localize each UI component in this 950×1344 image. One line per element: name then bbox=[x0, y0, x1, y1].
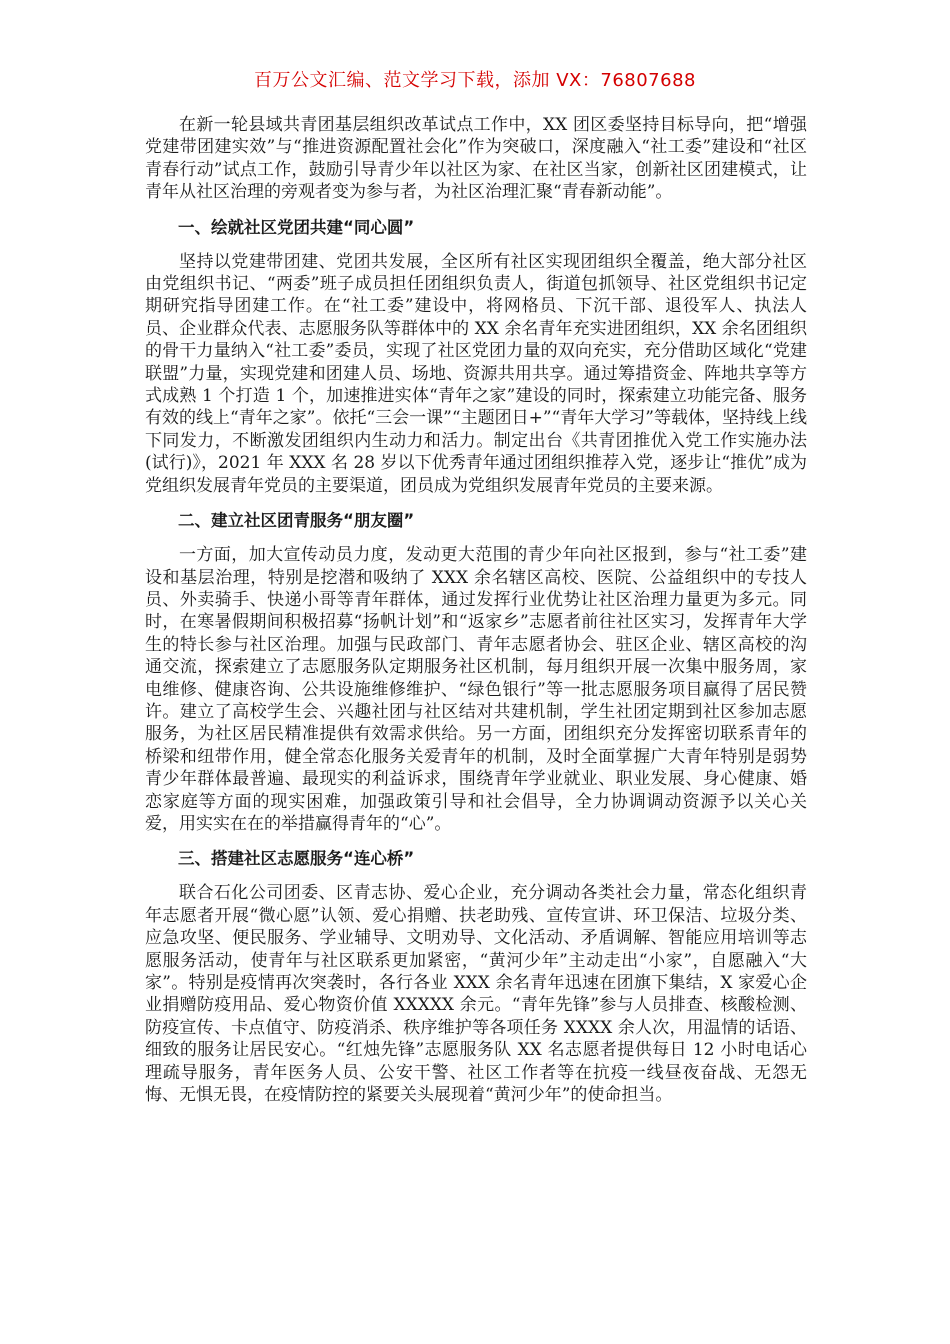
section-3-body: 联合石化公司团委、区青志协、爱心企业，充分调动各类社会力量，常态化组织青年志愿者开展“微心愿”认领、爱心捐赠、扶老助残、宣传宣讲、环卫保洁、垃圾分类、应急攻坚、便民服务、学业辅导、文明劝导、文化活动、矛盾调解、智能应用培训等志愿服务活动，使青年与社区联系更加紧密，“黄河少年”主动走出“小家”，自愿融入“大家”。特别是疫情再次突袭时，各行各业 XXX 余名青年迅速在团旗下集结，X 家爱心企业捐赠防疫用品、爱心物资价值 XXXXX 余元。“青年先锋”参与人员排查、核酸检测、防疫宣传、卡点值守、防疫消杀、秩序维护等各项任务 XXXX 余人次，用温情的话语、细致的服务让居民安心。“红烛先锋”志愿服务队 XX 名志愿者提供每日 12 小时电话心理疏导服务，青年医务人员、公安干警、社区工作者等在抗疫一线昼夜奋战、无怨无悔、无惧无畏，在疫情防控的紧要关头展现着“黄河少年”的使命担当。 bbox=[145, 883, 807, 1106]
section-2-heading: 二、建立社区团青服务“朋友圈” bbox=[178, 511, 415, 531]
section-1-heading: 一、绘就社区党团共建“同心圆” bbox=[178, 217, 415, 237]
watermark-banner: 百万公文汇编、范文学习下载，添加 VX：76807688 bbox=[254, 70, 696, 91]
intro-paragraph: 在新一轮县域共青团基层组织改革试点工作中，XX 团区委坚持目标导向，把“增强党建带团建实效”与“推进资源配置社会化”作为突破口，深度融入“社工委”建设和“社区青春行动”试点工作，鼓励引导青少年以社区为家、在社区当家，创新社区团建模式，让青年从社区治理的旁观者变为参与者，为社区治理汇聚“青春新动能”。 bbox=[145, 115, 807, 203]
document-body bbox=[145, 114, 807, 1106]
section-3-heading: 三、搭建社区志愿服务“连心桥” bbox=[178, 849, 415, 869]
section-2-body: 一方面，加大宣传动员力度，发动更大范围的青少年向社区报到，参与“社工委”建设和基层治理，特别是挖潜和吸纳了 XXX 余名辖区高校、医院、公益组织中的专技人员、外卖骑手、快递小哥等青年群体，通过发挥行业优势让社区治理力量更为多元。同时，在寒暑假期间积极招募“扬帆计划”和“返家乡”志愿者前往社区实习，发挥青年大学生的特长参与社区治理。加强与民政部门、青年志愿者协会、驻区企业、辖区高校的沟通交流，探索建立了志愿服务队定期服务社区机制，每月组织开展一次集中服务周，家电维修、健康咨询、公共设施维修维护、“绿色银行”等一批志愿服务项目赢得了居民赞许。建立了高校学生会、兴趣社团与社区结对共建机制，学生社团定期到社区参加志愿服务，为社区居民精准提供有效需求供给。另一方面，团组织充分发挥密切联系青年的桥梁和纽带作用，健全常态化服务关爱青年的机制，及时全面掌握广大青年特别是弱势青少年群体最普遍、最现实的利益诉求，围绕青年学业就业、职业发展、身心健康、婚恋家庭等方面的现实困难，加强政策引导和社会倡导，全力协调调动资源予以关心关爱，用实实在在的举措赢得青年的“心”。 bbox=[145, 545, 807, 834]
section-1-body: 坚持以党建带团建、党团共发展，全区所有社区实现团组织全覆盖，绝大部分社区由党组织书记、“两委”班子成员担任团组织负责人，街道包抓领导、社区党组织书记定期研究指导团建工作。在“社工委”建设中，将网格员、下沉干部、退役军人、执法人员、企业群众代表、志愿服务队等群体中的 XX 余名青年充实进团组织，XX 余名团组织的骨干力量纳入“社工委”委员，实现了社区党团力量的双向充实，充分借助区域化“党建联盟”力量，实现党建和团建人员、场地、资源共用共享。通过筹措资金、阵地共享等方式成熟 1 个打造 1 个，加速推进实体“青年之家”建设的同时，探索建立功能完备、服务有效的线上“青年之家”。依托“三会一课”“主题团日+”“青年大学习”等载体，坚持线上线下同发力，不断激发团组织内生动力和活力。制定出台《共青团推优入党工作实施办法(试行)》，2021 年 XXX 名 28 岁以下优秀青年通过团组织推荐入党，逐步让“推优”成为党组织发展青年党员的主要渠道，团员成为党组织发展青年党员的主要来源。 bbox=[145, 251, 807, 496]
